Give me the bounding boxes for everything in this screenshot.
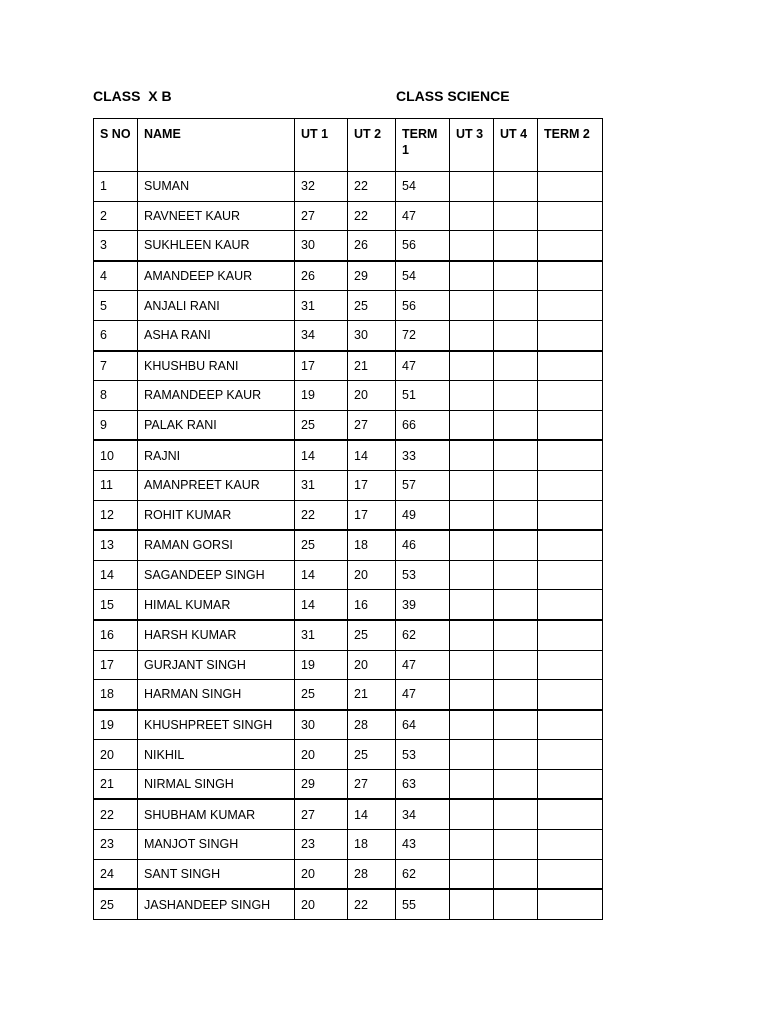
cell-ut1: 14 — [295, 440, 348, 470]
cell-ut2: 20 — [348, 650, 396, 680]
cell-ut2: 25 — [348, 291, 396, 321]
cell-term2 — [538, 201, 603, 231]
cell-ut3 — [450, 351, 494, 381]
cell-sno: 13 — [94, 530, 138, 560]
table-row — [94, 440, 603, 470]
cell-ut4 — [494, 261, 538, 291]
subject-heading: CLASS SCIENCE — [396, 88, 510, 104]
table-row — [94, 560, 603, 590]
cell-ut4 — [494, 172, 538, 202]
cell-ut1: 25 — [295, 530, 348, 560]
table-row — [94, 740, 603, 770]
cell-ut2: 27 — [348, 410, 396, 440]
cell-ut4 — [494, 859, 538, 889]
cell-term2 — [538, 320, 603, 350]
cell-term2 — [538, 650, 603, 680]
cell-term2 — [538, 620, 603, 650]
cell-name: HIMAL KUMAR — [138, 590, 295, 620]
table-row — [94, 291, 603, 321]
cell-ut4 — [494, 710, 538, 740]
cell-ut3 — [450, 500, 494, 530]
table-row — [94, 650, 603, 680]
cell-ut2: 14 — [348, 799, 396, 829]
cell-ut1: 31 — [295, 291, 348, 321]
cell-term1: 47 — [396, 351, 450, 381]
cell-name: AMANPREET KAUR — [138, 470, 295, 500]
cell-ut1: 22 — [295, 500, 348, 530]
cell-ut2: 21 — [348, 680, 396, 710]
cell-ut1: 34 — [295, 320, 348, 350]
cell-term2 — [538, 590, 603, 620]
cell-name: HARMAN SINGH — [138, 680, 295, 710]
cell-name: ROHIT KUMAR — [138, 500, 295, 530]
cell-ut4 — [494, 620, 538, 650]
column-header-name: NAME — [138, 119, 295, 172]
cell-sno: 6 — [94, 320, 138, 350]
cell-name: RAMANDEEP KAUR — [138, 381, 295, 411]
cell-name: KHUSHBU RANI — [138, 351, 295, 381]
cell-ut1: 20 — [295, 859, 348, 889]
cell-ut4 — [494, 740, 538, 770]
cell-ut1: 20 — [295, 740, 348, 770]
cell-name: SANT SINGH — [138, 859, 295, 889]
cell-term1: 53 — [396, 740, 450, 770]
cell-ut2: 22 — [348, 201, 396, 231]
table-row — [94, 231, 603, 261]
cell-ut4 — [494, 231, 538, 261]
cell-ut4 — [494, 291, 538, 321]
cell-ut2: 29 — [348, 261, 396, 291]
cell-sno: 8 — [94, 381, 138, 411]
class-heading: CLASS X B — [93, 88, 172, 104]
cell-name: RAMAN GORSI — [138, 530, 295, 560]
cell-ut4 — [494, 351, 538, 381]
cell-ut2: 16 — [348, 590, 396, 620]
cell-sno: 4 — [94, 261, 138, 291]
cell-ut3 — [450, 590, 494, 620]
cell-ut3 — [450, 830, 494, 860]
table-row — [94, 410, 603, 440]
table-row — [94, 381, 603, 411]
cell-term1: 46 — [396, 530, 450, 560]
cell-ut2: 14 — [348, 440, 396, 470]
cell-term2 — [538, 172, 603, 202]
table-row — [94, 201, 603, 231]
cell-ut2: 25 — [348, 620, 396, 650]
column-header-sno: S NO — [94, 119, 138, 172]
cell-term2 — [538, 530, 603, 560]
cell-sno: 14 — [94, 560, 138, 590]
cell-name: SHUBHAM KUMAR — [138, 799, 295, 829]
cell-sno: 18 — [94, 680, 138, 710]
cell-ut3 — [450, 560, 494, 590]
table-row — [94, 710, 603, 740]
cell-term1: 66 — [396, 410, 450, 440]
cell-name: JASHANDEEP SINGH — [138, 889, 295, 919]
cell-term2 — [538, 291, 603, 321]
cell-term2 — [538, 769, 603, 799]
cell-term2 — [538, 799, 603, 829]
column-header-term2: TERM 2 — [538, 119, 603, 172]
cell-ut1: 14 — [295, 590, 348, 620]
cell-term2 — [538, 261, 603, 291]
cell-sno: 22 — [94, 799, 138, 829]
cell-term1: 51 — [396, 381, 450, 411]
cell-sno: 5 — [94, 291, 138, 321]
cell-sno: 24 — [94, 859, 138, 889]
table-row — [94, 680, 603, 710]
cell-sno: 10 — [94, 440, 138, 470]
cell-term2 — [538, 830, 603, 860]
table-row — [94, 769, 603, 799]
cell-term1: 47 — [396, 650, 450, 680]
cell-ut2: 27 — [348, 769, 396, 799]
cell-sno: 11 — [94, 470, 138, 500]
cell-ut2: 22 — [348, 172, 396, 202]
cell-ut2: 26 — [348, 231, 396, 261]
cell-sno: 19 — [94, 710, 138, 740]
cell-ut2: 20 — [348, 560, 396, 590]
cell-term2 — [538, 889, 603, 919]
cell-name: AMANDEEP KAUR — [138, 261, 295, 291]
cell-name: HARSH KUMAR — [138, 620, 295, 650]
cell-ut2: 21 — [348, 351, 396, 381]
cell-ut4 — [494, 680, 538, 710]
cell-term2 — [538, 440, 603, 470]
cell-ut4 — [494, 799, 538, 829]
cell-ut3 — [450, 620, 494, 650]
table-row — [94, 859, 603, 889]
cell-sno: 20 — [94, 740, 138, 770]
cell-ut3 — [450, 889, 494, 919]
cell-ut3 — [450, 320, 494, 350]
cell-ut4 — [494, 410, 538, 440]
cell-term1: 34 — [396, 799, 450, 829]
cell-ut1: 19 — [295, 650, 348, 680]
column-header-ut1: UT 1 — [295, 119, 348, 172]
cell-term1: 63 — [396, 769, 450, 799]
cell-term2 — [538, 351, 603, 381]
table-row — [94, 830, 603, 860]
cell-term2 — [538, 500, 603, 530]
cell-ut4 — [494, 320, 538, 350]
cell-sno: 1 — [94, 172, 138, 202]
cell-ut1: 31 — [295, 620, 348, 650]
cell-ut2: 28 — [348, 710, 396, 740]
cell-ut1: 32 — [295, 172, 348, 202]
cell-ut1: 17 — [295, 351, 348, 381]
cell-sno: 12 — [94, 500, 138, 530]
cell-ut3 — [450, 470, 494, 500]
column-header-ut2: UT 2 — [348, 119, 396, 172]
cell-term1: 55 — [396, 889, 450, 919]
cell-ut3 — [450, 710, 494, 740]
cell-name: PALAK RANI — [138, 410, 295, 440]
cell-name: NIRMAL SINGH — [138, 769, 295, 799]
table-row — [94, 172, 603, 202]
table-row — [94, 889, 603, 919]
cell-term1: 43 — [396, 830, 450, 860]
cell-ut4 — [494, 889, 538, 919]
cell-term2 — [538, 470, 603, 500]
cell-term2 — [538, 231, 603, 261]
cell-term1: 39 — [396, 590, 450, 620]
cell-ut4 — [494, 500, 538, 530]
cell-ut1: 27 — [295, 799, 348, 829]
cell-term1: 72 — [396, 320, 450, 350]
cell-ut4 — [494, 560, 538, 590]
cell-term1: 62 — [396, 620, 450, 650]
table-row — [94, 261, 603, 291]
cell-ut3 — [450, 740, 494, 770]
cell-ut3 — [450, 261, 494, 291]
cell-term1: 56 — [396, 291, 450, 321]
cell-name: SUKHLEEN KAUR — [138, 231, 295, 261]
cell-sno: 15 — [94, 590, 138, 620]
cell-term1: 49 — [396, 500, 450, 530]
cell-ut3 — [450, 172, 494, 202]
cell-ut1: 26 — [295, 261, 348, 291]
cell-ut3 — [450, 680, 494, 710]
cell-ut4 — [494, 470, 538, 500]
cell-ut4 — [494, 530, 538, 560]
cell-sno: 7 — [94, 351, 138, 381]
cell-ut3 — [450, 201, 494, 231]
cell-ut2: 18 — [348, 530, 396, 560]
cell-term1: 47 — [396, 201, 450, 231]
cell-term1: 54 — [396, 172, 450, 202]
cell-term2 — [538, 710, 603, 740]
cell-ut3 — [450, 859, 494, 889]
cell-ut2: 18 — [348, 830, 396, 860]
table-row — [94, 470, 603, 500]
cell-ut4 — [494, 381, 538, 411]
cell-ut3 — [450, 410, 494, 440]
cell-ut3 — [450, 440, 494, 470]
cell-ut2: 28 — [348, 859, 396, 889]
table-body — [94, 172, 603, 920]
table-row — [94, 530, 603, 560]
table-row — [94, 620, 603, 650]
cell-sno: 9 — [94, 410, 138, 440]
cell-sno: 16 — [94, 620, 138, 650]
cell-term2 — [538, 859, 603, 889]
cell-ut4 — [494, 769, 538, 799]
cell-ut4 — [494, 590, 538, 620]
column-header-ut4: UT 4 — [494, 119, 538, 172]
cell-name: KHUSHPREET SINGH — [138, 710, 295, 740]
cell-ut1: 25 — [295, 410, 348, 440]
cell-ut4 — [494, 201, 538, 231]
cell-ut3 — [450, 291, 494, 321]
cell-ut3 — [450, 381, 494, 411]
table-row — [94, 351, 603, 381]
cell-ut4 — [494, 650, 538, 680]
cell-term1: 64 — [396, 710, 450, 740]
cell-term2 — [538, 680, 603, 710]
column-header-term1: TERM 1 — [396, 119, 450, 172]
cell-ut2: 25 — [348, 740, 396, 770]
cell-ut2: 20 — [348, 381, 396, 411]
cell-ut1: 14 — [295, 560, 348, 590]
cell-term1: 62 — [396, 859, 450, 889]
table-row — [94, 799, 603, 829]
cell-term1: 54 — [396, 261, 450, 291]
cell-term1: 47 — [396, 680, 450, 710]
cell-ut3 — [450, 231, 494, 261]
cell-term2 — [538, 381, 603, 411]
cell-sno: 3 — [94, 231, 138, 261]
cell-ut1: 23 — [295, 830, 348, 860]
cell-ut3 — [450, 769, 494, 799]
cell-ut1: 27 — [295, 201, 348, 231]
cell-ut1: 29 — [295, 769, 348, 799]
cell-ut4 — [494, 440, 538, 470]
cell-ut2: 17 — [348, 500, 396, 530]
cell-ut4 — [494, 830, 538, 860]
cell-name: SAGANDEEP SINGH — [138, 560, 295, 590]
cell-name: MANJOT SINGH — [138, 830, 295, 860]
cell-ut2: 30 — [348, 320, 396, 350]
cell-term2 — [538, 410, 603, 440]
cell-ut1: 30 — [295, 231, 348, 261]
cell-ut1: 20 — [295, 889, 348, 919]
cell-name: ANJALI RANI — [138, 291, 295, 321]
cell-sno: 21 — [94, 769, 138, 799]
cell-term1: 56 — [396, 231, 450, 261]
cell-term2 — [538, 560, 603, 590]
cell-term2 — [538, 740, 603, 770]
cell-ut2: 22 — [348, 889, 396, 919]
column-header-ut3: UT 3 — [450, 119, 494, 172]
cell-sno: 17 — [94, 650, 138, 680]
cell-name: GURJANT SINGH — [138, 650, 295, 680]
cell-ut1: 31 — [295, 470, 348, 500]
table-header-row — [94, 119, 603, 172]
cell-ut2: 17 — [348, 470, 396, 500]
cell-name: RAVNEET KAUR — [138, 201, 295, 231]
cell-ut3 — [450, 799, 494, 829]
table-row — [94, 320, 603, 350]
cell-ut1: 30 — [295, 710, 348, 740]
cell-term1: 33 — [396, 440, 450, 470]
cell-ut3 — [450, 530, 494, 560]
cell-sno: 25 — [94, 889, 138, 919]
cell-name: SUMAN — [138, 172, 295, 202]
cell-ut1: 25 — [295, 680, 348, 710]
cell-sno: 2 — [94, 201, 138, 231]
table-row — [94, 590, 603, 620]
marks-table — [93, 118, 603, 920]
cell-sno: 23 — [94, 830, 138, 860]
cell-ut1: 19 — [295, 381, 348, 411]
cell-name: ASHA RANI — [138, 320, 295, 350]
cell-name: NIKHIL — [138, 740, 295, 770]
table-row — [94, 500, 603, 530]
cell-term1: 53 — [396, 560, 450, 590]
cell-ut3 — [450, 650, 494, 680]
cell-name: RAJNI — [138, 440, 295, 470]
cell-term1: 57 — [396, 470, 450, 500]
